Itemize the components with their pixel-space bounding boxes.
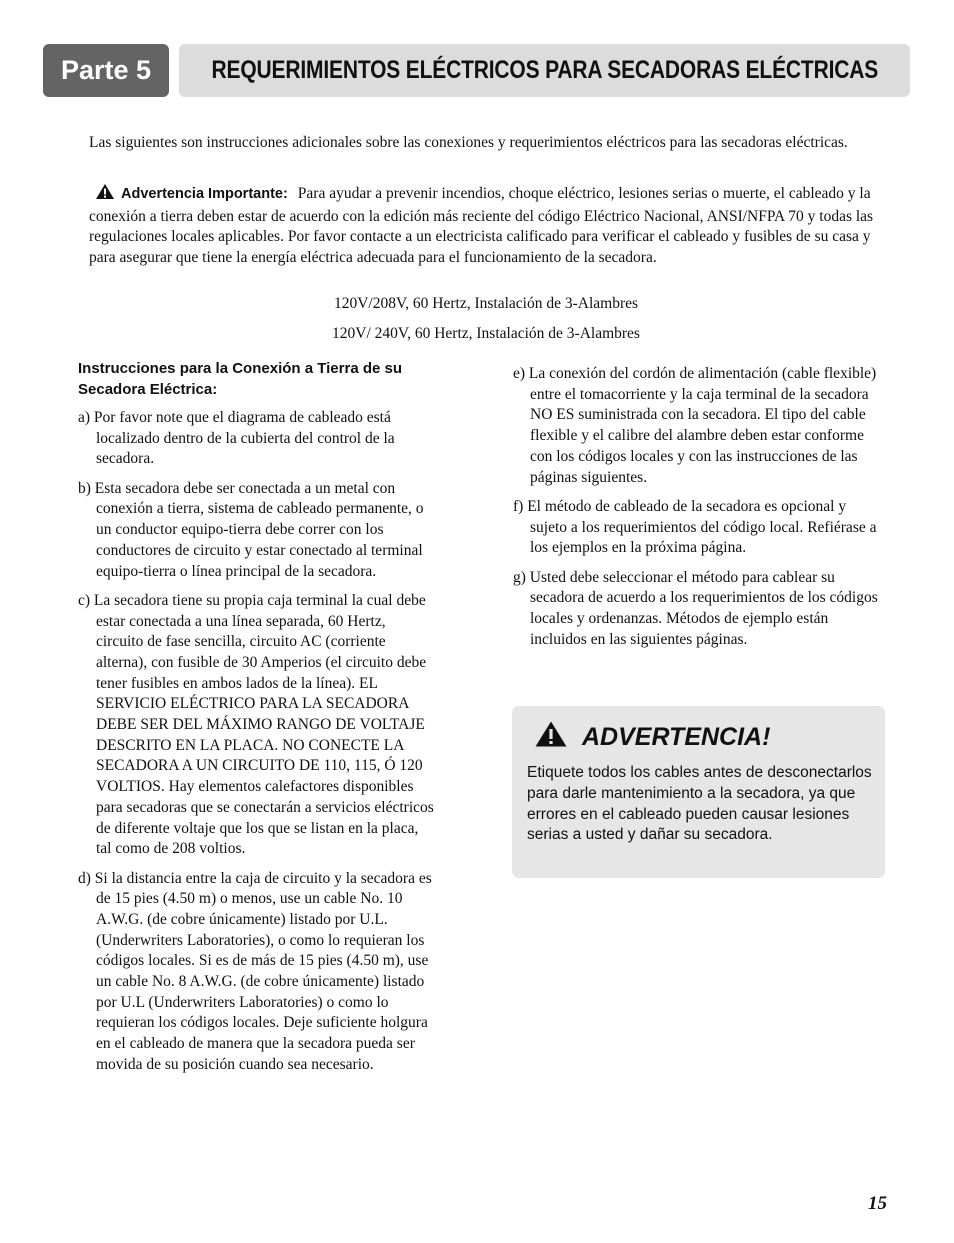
warning-box-title: ADVERTENCIA! [582, 723, 771, 751]
important-warning-label: Advertencia Importante: [121, 186, 288, 202]
grounding-item-e: e) La conexión del cordón de alimentación (cable flexible) entre el tomacorriente y la caja terminal de la secadora NO ES suministrada con la secadora. El tipo del cable flexible y el calibre del alambre deben estar conforme con los códigos locales y con las instrucciones de las páginas siguientes. [513, 365, 877, 486]
grounding-item-f: f) El método de cableado de la secadora es opcional y sujeto a los requerimientos del código local. Refiérase a los ejemplos en la próxima página. [513, 497, 877, 557]
installation-line-2: 120V/ 240V, 60 Hertz, Instalación de 3-Alambres [332, 325, 640, 342]
warning-triangle-icon [95, 183, 115, 207]
part-label: Parte 5 [43, 44, 169, 97]
warning-triangle-icon [534, 720, 568, 755]
right-column [513, 364, 883, 659]
left-column [78, 359, 434, 1084]
grounding-item-b: b) Esta secadora debe ser conectada a un metal con conexión a tierra, sistema de cableado permanente, o un conductor equipo-tierra debe correr con los conductores de circuito y estar conectado al terminal equipo-tierra o línea principal de la secadora. [78, 479, 424, 580]
page-title: REQUERIMIENTOS ELÉCTRICOS PARA SECADORAS ELÉCTRICAS [211, 56, 878, 84]
title-bar [179, 44, 910, 97]
grounding-item-d: d) Si la distancia entre la caja de circuito y la secadora es de 15 pies (4.50 m) o menos, use un cable No. 10 A.W.G. (de cobre únicamente) listado por U.L. (Underwriters Laboratories), o como lo requieran los códigos locales. Si es de más de 15 pies (4.50 m), use un cable No. 8 A.W.G. (de cobre únicamente) listado por U.L (Underwriters Laboratories) o como lo requieran los códigos locales. Deje suficiente holgura en el cableado de manera que la secadora pueda ser movida de su posición cuando sea necesario. [78, 869, 432, 1073]
important-warning [89, 183, 889, 268]
important-warning-text: Para ayudar a prevenir incendios, choque eléctrico, lesiones serias o muerte, el cableado y la conexión a tierra deben estar de acuerdo con la edición más reciente del código Eléctrico Nacional, ANSI/NFPA 70 y todas las regulaciones locales aplicables. Por favor contacte a un electricista calificado para verificar el cableado y fusibles de su casa y para asegurar que tiene la energía eléctrica adecuada para el funcionamiento de la secadora. [89, 185, 874, 266]
warning-box-text: Etiquete todos los cables antes de desconectarlos para darle mantenimiento a la secadora, ya que errores en el cableado pueden causar lesiones serias a usted y dañar su secadora. [527, 764, 872, 844]
warning-box-header [534, 720, 770, 755]
grounding-item-g: g) Usted debe seleccionar el método para cablear su secadora de acuerdo a los requerimientos de los códigos locales y ordenanzas. Métodos de ejemplo están incluidos en las siguientes páginas. [513, 568, 878, 648]
grounding-item-c: c) La secadora tiene su propia caja terminal la cual debe estar conectada a una línea separada, 60 Hertz, circuito de fase sencilla, circuito AC (corriente alterna), con fusible de 30 Amperios (el circuito debe tener fusibles en ambos lados de la línea). EL SERVICIO ELÉCTRICO PARA LA SECADORA DEBE SER DEL MÁXIMO RANGO DE VOLTAJE DESCRITO EN LA PLACA. NO CONECTE LA SECADORA A UN CIRCUITO DE 110, 115, Ó 120 VOLTIOS. Hay elementos calefactores disponibles para secadoras que se conectarán a servicios eléctricos de diferente voltaje que los que se listan en la placa, tal como de 208 voltios. [78, 591, 434, 858]
installation-line-1: 120V/208V, 60 Hertz, Instalación de 3-Alambres [333, 295, 639, 312]
grounding-item-a: a) Por favor note que el diagrama de cableado está localizado dentro de la cubierta del control de la secadora. [78, 409, 395, 468]
page-number: 15 [868, 1193, 887, 1214]
grounding-heading: Instrucciones para la Conexión a Tierra de su Secadora Eléctrica: [78, 360, 403, 398]
warning-box [512, 706, 885, 878]
intro-paragraph: Las siguientes son instrucciones adicionales sobre las conexiones y requerimientos eléctricos para las secadoras eléctricas. [89, 134, 848, 151]
